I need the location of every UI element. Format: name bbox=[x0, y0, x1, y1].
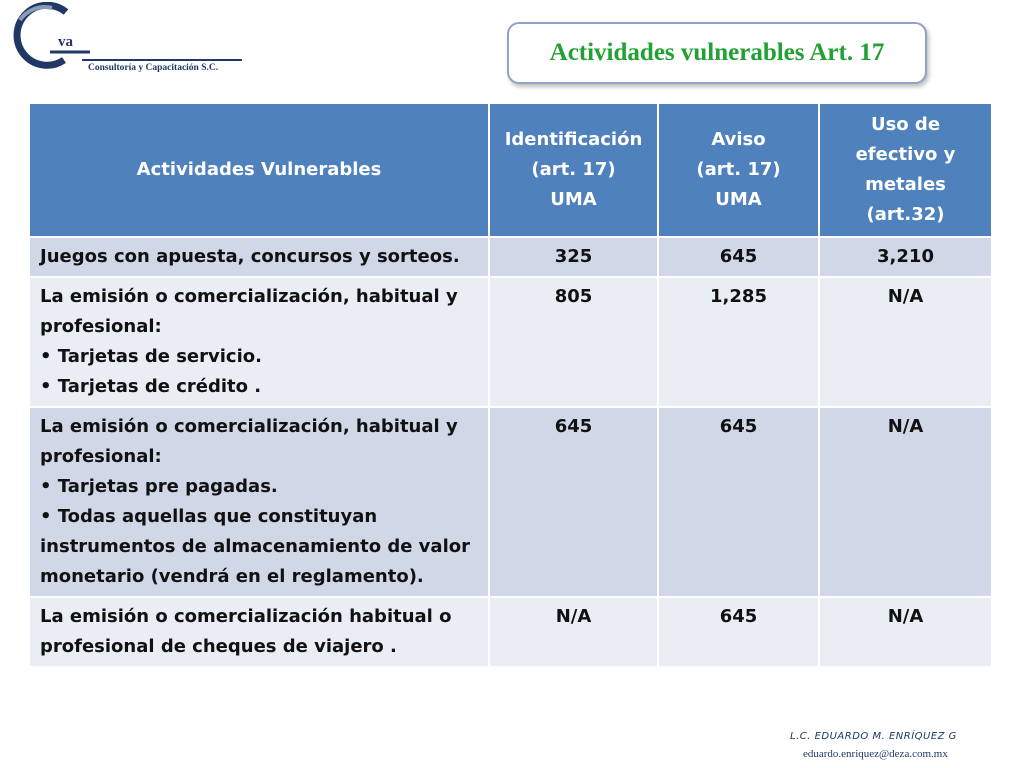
activity-bullet: • Tarjetas pre pagadas. bbox=[40, 476, 278, 497]
activity-line: La emisión o comercialización habitual o profesional de cheques de viajero . bbox=[40, 606, 452, 657]
identificacion-cell: 805 bbox=[489, 277, 658, 407]
header-line: (art. 17) bbox=[696, 159, 781, 180]
logo-company-name: Consultoría y Capacitación S.C. bbox=[88, 63, 219, 73]
efectivo-cell: N/A bbox=[819, 407, 992, 597]
footer-author: L.C. EDUARDO M. ENRÍQUEZ G bbox=[790, 731, 957, 742]
activity-cell bbox=[29, 407, 489, 597]
efectivo-cell: N/A bbox=[819, 277, 992, 407]
logo-underline bbox=[82, 59, 242, 61]
aviso-cell: 1,285 bbox=[658, 277, 819, 407]
header-line: (art. 17) bbox=[531, 159, 616, 180]
aviso-cell: 645 bbox=[658, 407, 819, 597]
header-line: metales bbox=[865, 174, 946, 195]
header-line: UMA bbox=[715, 189, 762, 210]
header-line: efectivo y bbox=[855, 144, 956, 165]
table-row bbox=[29, 597, 992, 667]
aviso-cell: 645 bbox=[658, 597, 819, 667]
activity-cell bbox=[29, 237, 489, 277]
identificacion-cell: N/A bbox=[489, 597, 658, 667]
header-activities bbox=[29, 103, 489, 237]
table-row bbox=[29, 237, 992, 277]
efectivo-cell: N/A bbox=[819, 597, 992, 667]
vulnerable-activities-table bbox=[28, 102, 993, 668]
header-line: (art.32) bbox=[866, 204, 945, 225]
footer-email: eduardo.enriquez@deza.com.mx bbox=[803, 748, 948, 760]
logo-initials: va bbox=[58, 34, 73, 50]
header-line: Aviso bbox=[711, 129, 766, 150]
activity-bullet: • Todas aquellas que constituyan instrumentos de almacenamiento de valor monetario (vendrá en el reglamento). bbox=[40, 506, 470, 587]
activity-bullet: • Tarjetas de servicio. bbox=[40, 346, 262, 367]
efectivo-cell: 3,210 bbox=[819, 237, 992, 277]
slide-title: Actividades vulnerables Art. 17 bbox=[507, 22, 927, 84]
activity-line: La emisión o comercialización, habitual y profesional: bbox=[40, 416, 458, 467]
aviso-cell: 645 bbox=[658, 237, 819, 277]
activity-bullet: • Tarjetas de crédito . bbox=[40, 376, 262, 397]
header-line: Uso de bbox=[870, 114, 941, 135]
table-row bbox=[29, 277, 992, 407]
header-line: UMA bbox=[550, 189, 597, 210]
company-logo bbox=[6, 2, 246, 82]
header-uso-efectivo bbox=[819, 103, 992, 237]
activity-line: La emisión o comercialización, habitual y profesional: bbox=[40, 286, 458, 337]
logo-g-mark bbox=[6, 2, 90, 74]
identificacion-cell: 325 bbox=[489, 237, 658, 277]
identificacion-cell: 645 bbox=[489, 407, 658, 597]
table-row bbox=[29, 407, 992, 597]
header-identificacion bbox=[489, 103, 658, 237]
activity-cell bbox=[29, 277, 489, 407]
activity-cell bbox=[29, 597, 489, 667]
header-line: Identificación bbox=[504, 129, 643, 150]
header-aviso bbox=[658, 103, 819, 237]
header-line: Actividades Vulnerables bbox=[136, 159, 382, 180]
header-row bbox=[29, 103, 992, 237]
activity-line: Juegos con apuesta, concursos y sorteos. bbox=[40, 246, 460, 267]
